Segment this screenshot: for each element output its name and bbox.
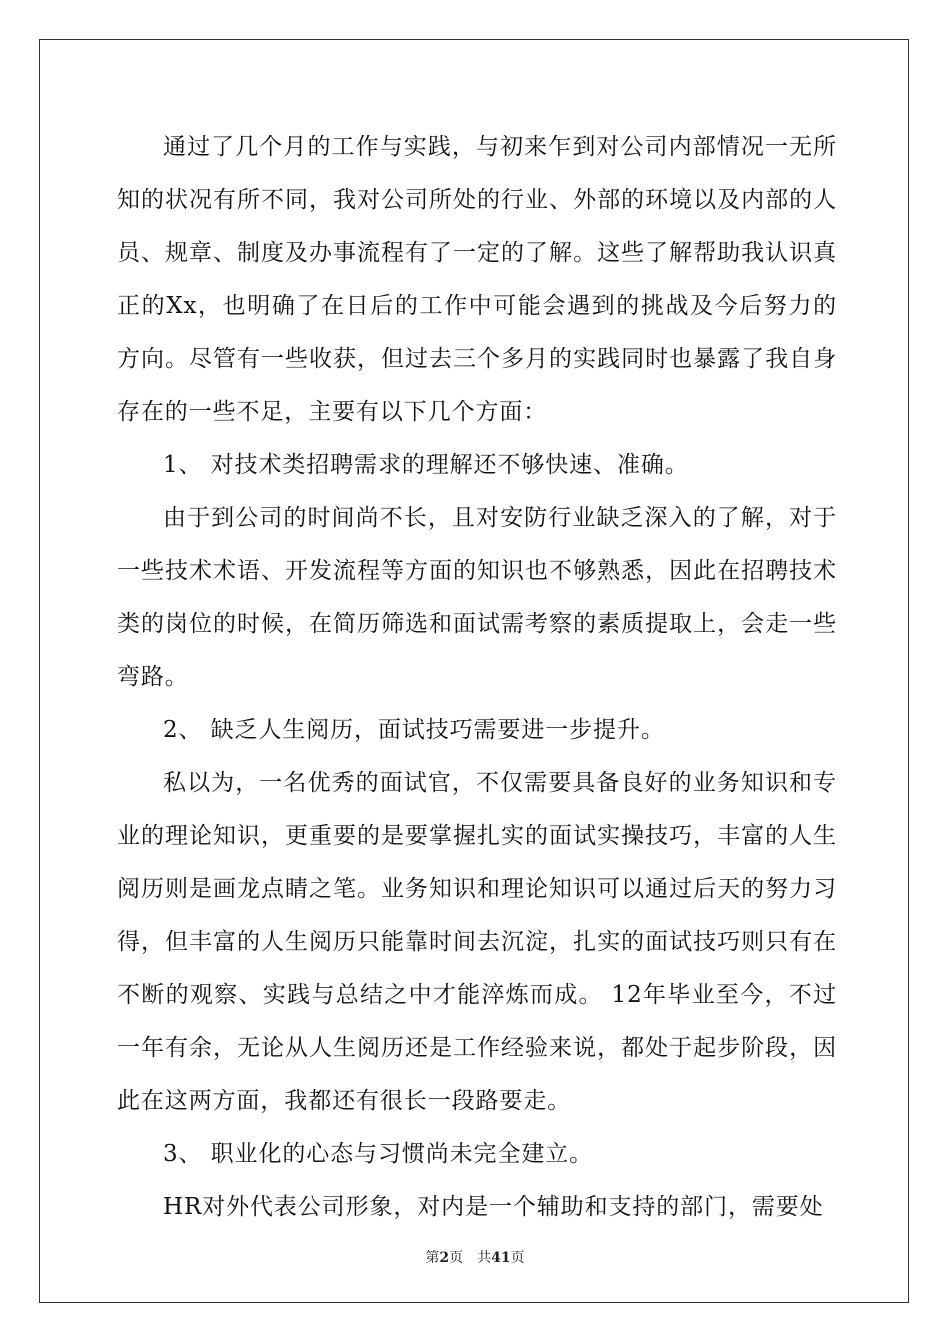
paragraph-2: 由于到公司的时间尚不长，且对安防行业缺乏深入的了解，对于一些技术术语、开发流程等方面的知识也不够熟悉，因此在招聘技术类的岗位的时候，在简历筛选和面试需考察的素质提取上，会走一些弯路。	[117, 505, 837, 690]
paragraph-1: 通过了几个月的工作与实践，与初来乍到对公司内部情况一无所知的状况有所不同，我对公司所处的行业、外部的环境以及内部的人员、规章、制度及办事流程有了一定的了解。这些了解帮助我认识真正的Xx，也明确了在日后的工作中可能会遇到的挑战及今后努力的方向。尽管有一些收获，但过去三个多月的实践同时也暴露了我自身存在的一些不足，主要有以下几个方面：	[117, 134, 837, 425]
page-number: 2	[439, 1250, 450, 1266]
list-item-heading-2: 2、 缺乏人生阅历，面试技巧需要进一步提升。	[163, 717, 665, 743]
paragraph-3: 私以为，一名优秀的面试官，不仅需要具备良好的业务知识和专业的理论知识，更重要的是要掌握扎实的面试实操技巧，丰富的人生阅历则是画龙点睛之笔。业务知识和理论知识可以通过后天的努力习得，但丰富的人生阅历只能靠时间去沉淀，扎实的面试技巧则只有在不断的观察、实践与总结之中才能淬炼而成。 12年毕业至今，不过一年有余，无论从人生阅历还是工作经验来说，都处于起步阶段，因此在这两方面，我都还有很长一段路要走。	[117, 770, 837, 1114]
list-item-heading-1: 1、 对技术类招聘需求的理解还不够快速、准确。	[163, 452, 689, 478]
list-item-heading-3: 3、 职业化的心态与习惯尚未完全建立。	[163, 1141, 594, 1167]
document-body	[117, 121, 837, 1234]
page-footer	[0, 1247, 950, 1267]
paragraph-4: HR对外代表公司形象，对内是一个辅助和支持的部门，需要处	[163, 1194, 824, 1220]
total-prefix: 共	[477, 1250, 492, 1266]
total-pages: 41	[491, 1250, 511, 1266]
total-suffix: 页	[510, 1250, 525, 1266]
page-suffix: 页	[449, 1250, 464, 1266]
page-prefix: 第	[425, 1250, 440, 1266]
